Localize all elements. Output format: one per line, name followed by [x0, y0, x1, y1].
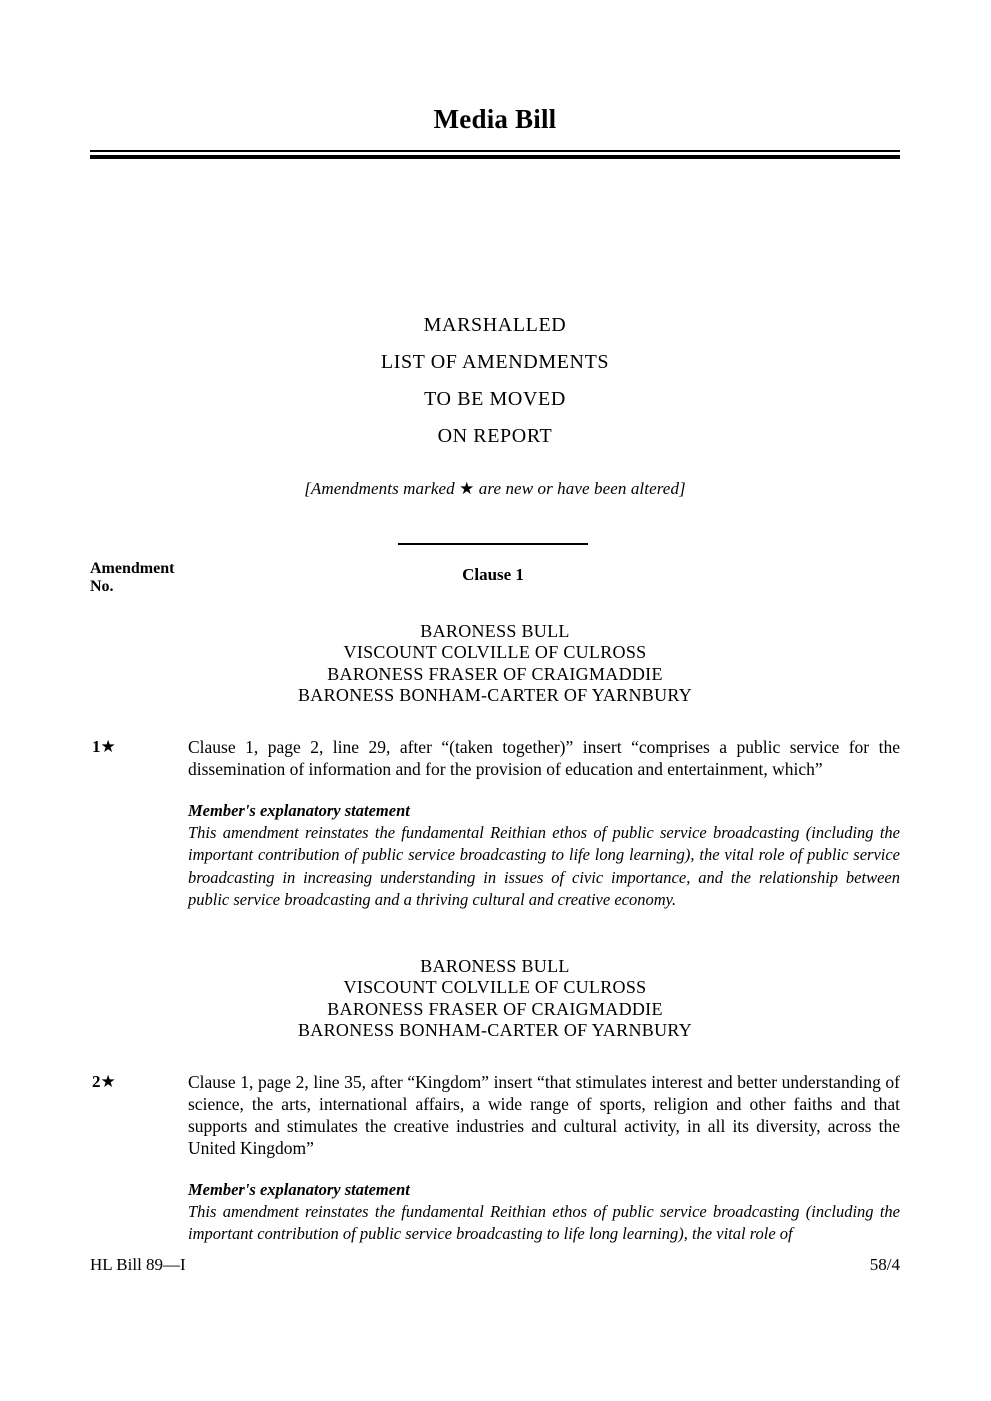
- heading-line-to-be-moved: TO BE MOVED: [424, 387, 566, 410]
- clause-header-block: [90, 527, 900, 595]
- explanatory-statement: [90, 1179, 900, 1246]
- page-footer: [90, 1255, 900, 1275]
- clause-heading: Clause 1: [462, 564, 524, 584]
- amendment-text: Clause 1, page 2, line 35, after “Kingdom” insert “that stimulates interest and better understanding of science, the arts, international affairs, a wide range of sports, religion and other faiths and that supports and stimulates the creative industries and cultural activity, in all its diversity, across the United Kingdom”: [188, 1071, 900, 1158]
- heading-line-on-report: ON REPORT: [437, 424, 553, 447]
- footer-page-reference: 58/4: [869, 1255, 900, 1274]
- sponsors-list-second: [90, 956, 900, 1042]
- sponsor-name: BARONESS BONHAM-CARTER OF YARNBURY: [297, 1020, 693, 1041]
- heading-line-list-of-amendments: LIST OF AMENDMENTS: [380, 350, 610, 373]
- sponsor-name: BARONESS BULL: [420, 620, 570, 641]
- explanatory-statement-heading: Member's explanatory statement: [188, 1179, 410, 1199]
- explanatory-statement-heading: Member's explanatory statement: [188, 800, 410, 820]
- star-icon: ★: [459, 478, 475, 498]
- clause-section-rule: [398, 543, 588, 545]
- explanatory-statement: [90, 800, 900, 912]
- explanatory-statement-body: This amendment reinstates the fundamental Reithian ethos of public service broadcasting (including the important contribution of public service broadcasting to life long learning), the vital role of: [188, 1201, 900, 1244]
- star-legend-prefix: [Amendments marked: [304, 478, 460, 498]
- sponsor-name: VISCOUNT COLVILLE OF CULROSS: [343, 977, 647, 998]
- sponsor-name: BARONESS BONHAM-CARTER OF YARNBURY: [297, 685, 693, 706]
- amendment-number: [92, 736, 116, 758]
- sponsor-name: BARONESS FRASER OF CRAIGMADDIE: [327, 663, 663, 684]
- title-divider: [90, 150, 900, 159]
- star-legend-note: [90, 479, 900, 499]
- page-title: Media Bill: [433, 104, 557, 134]
- amendment-text: Clause 1, page 2, line 29, after “(taken together)” insert “comprises a public service for the dissemination of information and for the provision of education and entertainment, which”: [188, 736, 900, 779]
- amendment-no-label-line1: Amendment: [90, 559, 175, 577]
- sponsor-name: BARONESS FRASER OF CRAIGMADDIE: [327, 998, 663, 1019]
- section-spacer: [90, 912, 900, 930]
- title-divider-thick-rule: [90, 155, 900, 159]
- explanatory-statement-body: This amendment reinstates the fundamental Reithian ethos of public service broadcasting (including the important contribution of public service broadcasting to life long learning), the vital role of public service broadcasting in increasing understanding in issues of civic importance, and the relationship between public service broadcasting and a thriving cultural and creative economy.: [188, 822, 900, 910]
- amendment-number: [92, 1071, 116, 1093]
- star-icon: ★: [100, 736, 116, 756]
- document-headings: [90, 307, 900, 455]
- amendment-entry: [90, 1071, 900, 1159]
- document-page: [90, 0, 900, 1401]
- star-legend-suffix: are new or have been altered]: [474, 478, 686, 498]
- amendment-entry: [90, 736, 900, 780]
- heading-line-marshalled: MARSHALLED: [423, 313, 567, 336]
- sponsor-name: BARONESS BULL: [420, 955, 570, 976]
- sponsor-name: VISCOUNT COLVILLE OF CULROSS: [343, 642, 647, 663]
- sponsors-list-first: [90, 621, 900, 707]
- amendment-no-label-line2: No.: [90, 577, 114, 595]
- amendment-number-value: 2: [92, 1071, 101, 1091]
- footer-bill-reference: HL Bill 89—I: [90, 1255, 186, 1274]
- amendment-no-column-header: [90, 560, 174, 596]
- star-icon: ★: [100, 1071, 116, 1091]
- amendment-number-value: 1: [92, 736, 101, 756]
